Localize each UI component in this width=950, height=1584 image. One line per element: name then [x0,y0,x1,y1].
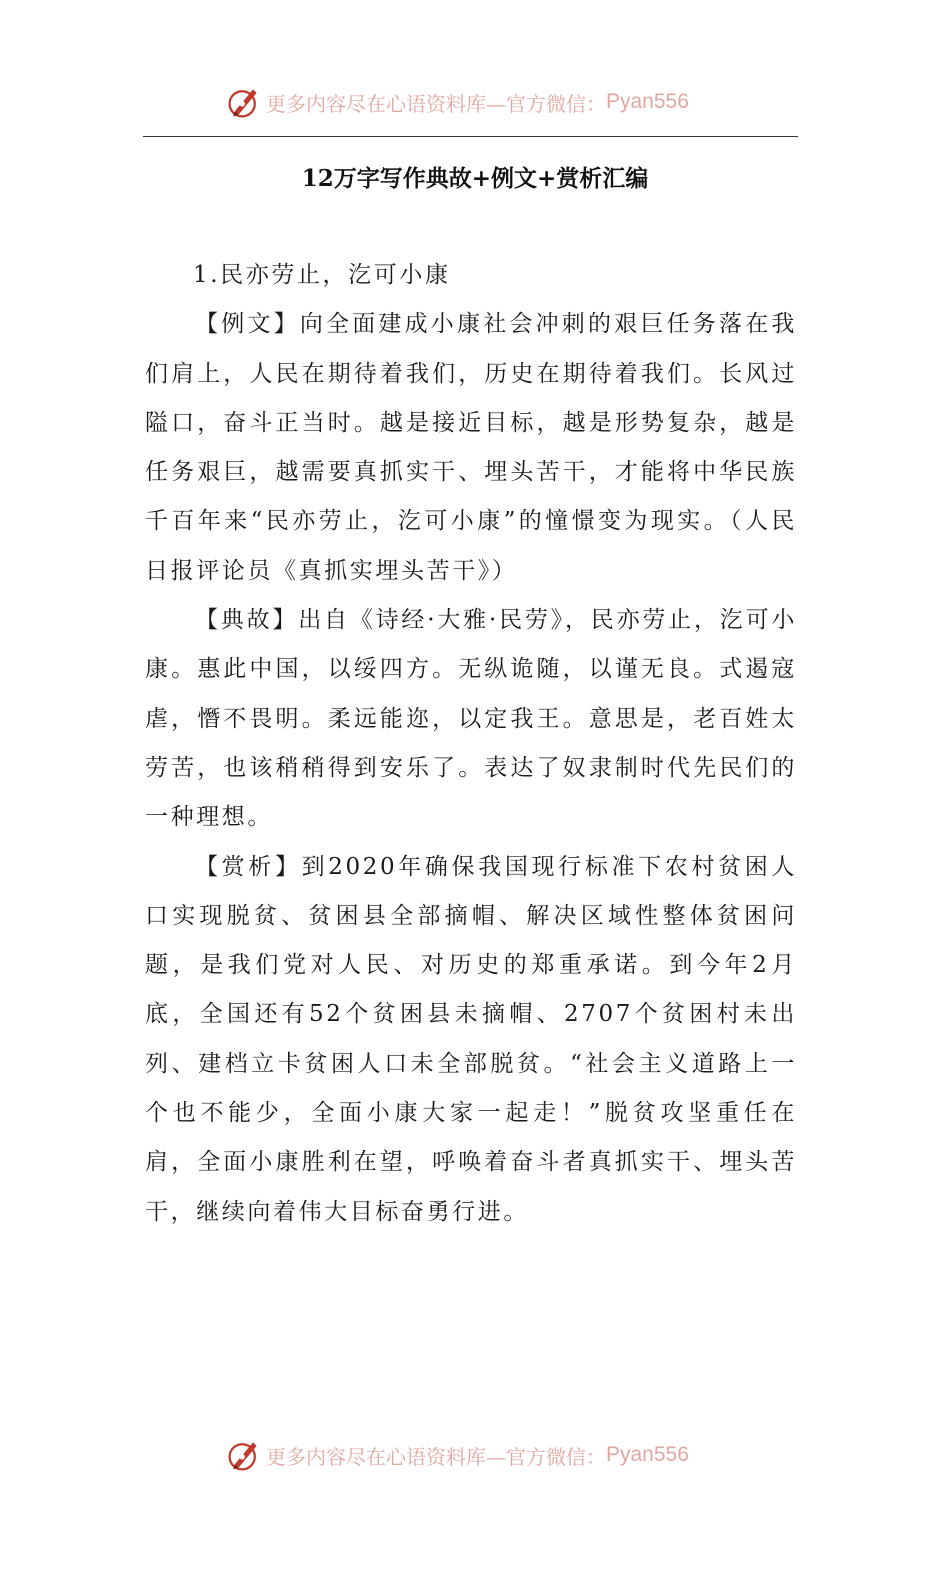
header-banner-content [226,82,689,122]
allusion-text: 出自《诗经·大雅·民劳》，民亦劳止，汔可小康。惠此中国，以绥四方。无纵诡随，以谨无良。式遏寇虐，憯不畏明。柔远能迩，以定我王。意思是，老百姓太劳苦，也该稍稍得到安乐了。表达了奴隶制时代先民们的一种理想。 [145,607,797,831]
item-heading: 1.民亦劳止，汔可小康 [193,262,451,288]
footer-banner [0,1433,950,1477]
document-body [145,251,797,1237]
footer-banner-text: 更多内容尽在心语资料库—官方微信： [266,1444,606,1469]
pen-logo-icon [226,84,262,120]
footer-wechat-id: Pyan556 [606,1443,689,1466]
example-text: 向全面建成小康社会冲刺的艰巨任务落在我们肩上，人民在期待着我们，历史在期待着我们。长风过隘口，奋斗正当时。越是接近目标，越是形势复杂，越是任务艰巨，越需要真抓实干、埋头苦干，才能将中华民族千百年来“民亦劳止，汔可小康”的憧憬变为现实。（人民日报评论员《真抓实埋头苦干》） [145,311,798,584]
allusion-tag: 【典故】 [195,607,299,634]
analysis-tag: 【赏析】 [195,853,302,880]
analysis-text: 到2020年确保我国现行标准下农村贫困人口实现脱贫、贫困县全部摘帽、解决区域性整体贫困问题，是我们党对人民、对历史的郑重承诺。到今年2月底，全国还有52个贫困县未摘帽、2707个贫困村未出列、建档立卡贫困人口未全部脱贫。“社会主义道路上一个也不能少，全面小康大家一起走！”脱贫攻坚重任在肩，全面小康胜利在望，呼唤着奋斗者真抓实干、埋头苦干，继续向着伟大目标奋勇行进。 [145,853,797,1225]
header-divider [143,136,798,137]
document-title: 12万字写作典故+例文+赏析汇编 [301,165,649,192]
header-wechat-id: Pyan556 [606,90,689,113]
allusion-paragraph [145,596,797,842]
example-tag: 【例文】 [195,311,300,338]
header-banner-text: 更多内容尽在心语资料库—官方微信： [266,91,606,116]
header-banner [0,80,950,124]
pen-logo-icon [226,1437,262,1473]
example-paragraph [145,300,797,596]
analysis-paragraph [145,843,797,1237]
footer-banner-content [226,1435,689,1475]
